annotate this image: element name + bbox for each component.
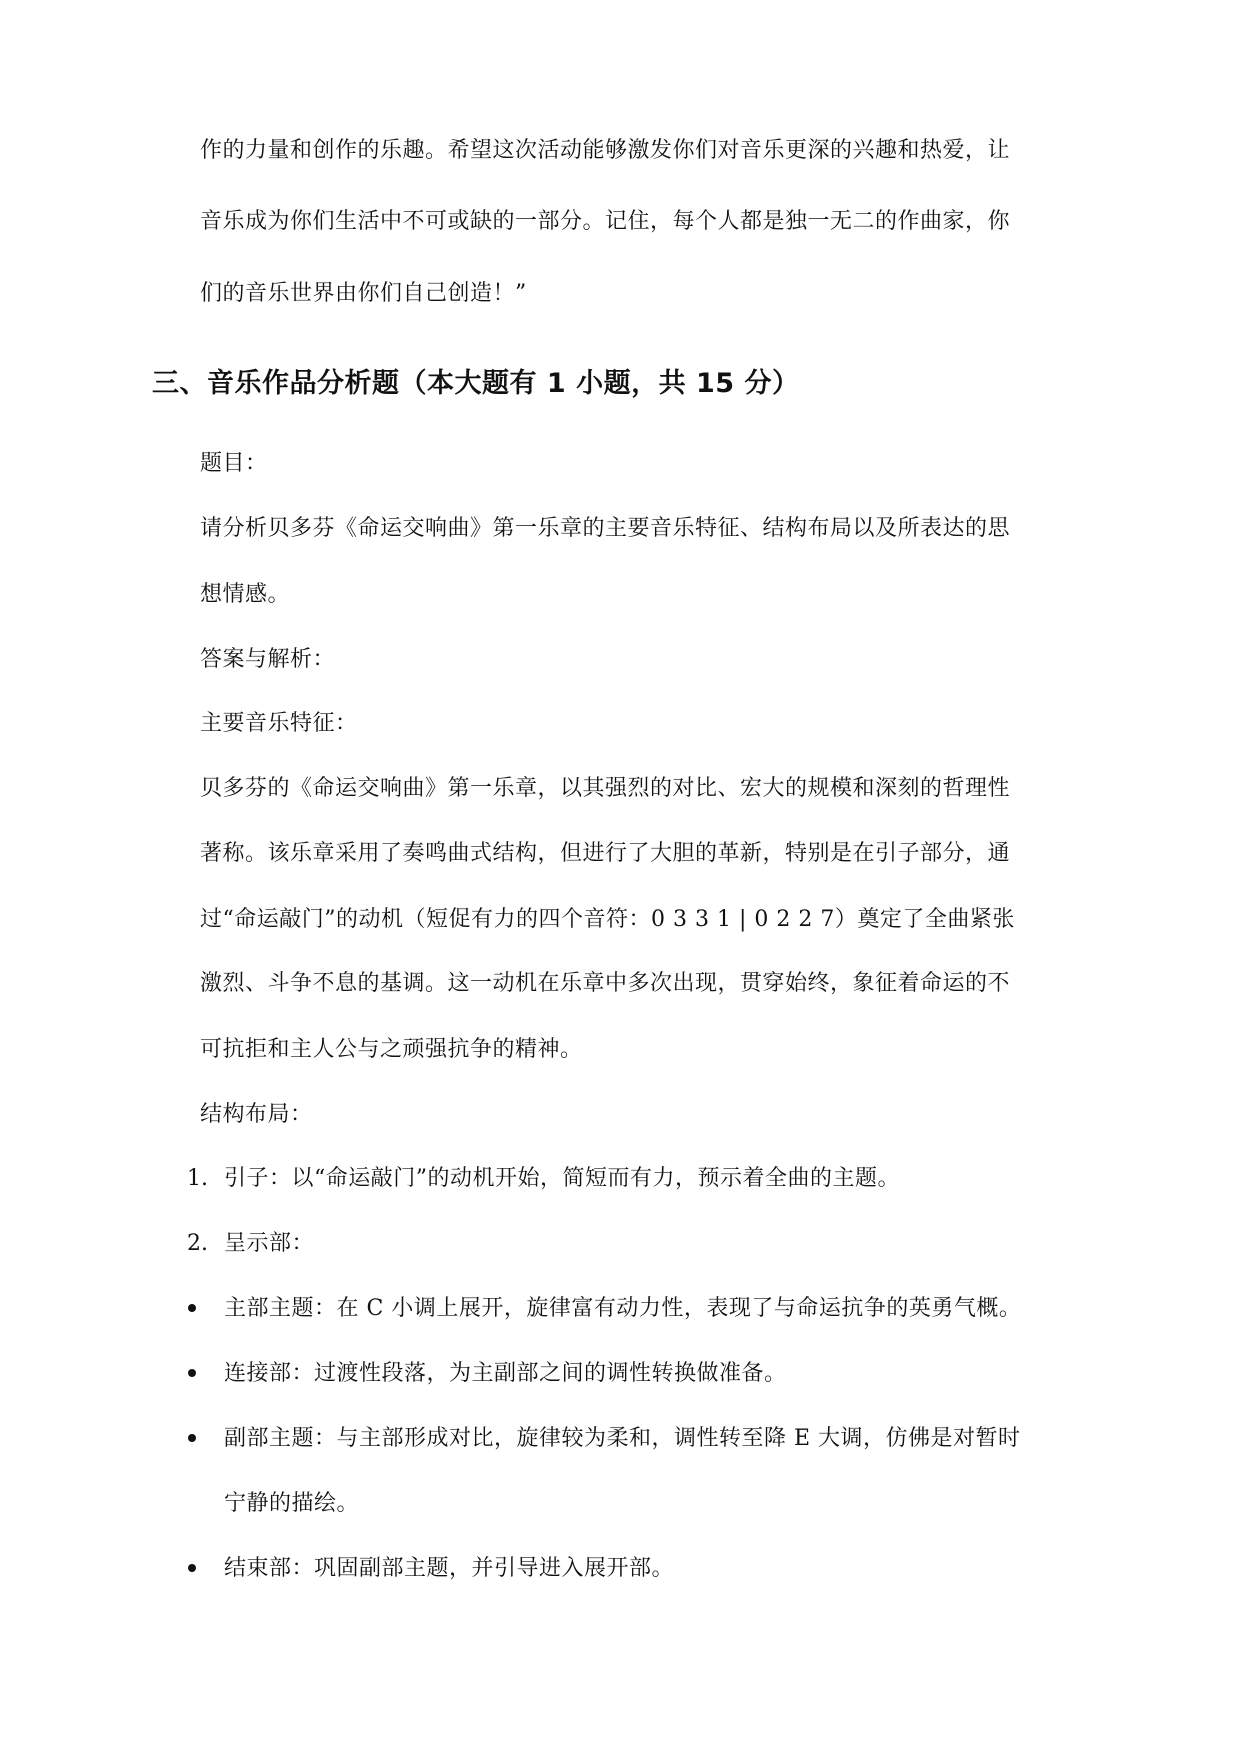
question-line-2: 想情感。 bbox=[200, 582, 291, 607]
features-line-4: 激烈、斗争不息的基调。这一动机在乐章中多次出现，贯穿始终，象征着命运的不 bbox=[200, 971, 1011, 996]
bullet-item-4: 结束部：巩固副部主题，并引导进入展开部。 bbox=[224, 1556, 675, 1581]
bullet-item-3-line-1: 副部主题：与主部形成对比，旋律较为柔和，调性转至降 E 大调，仿佛是对暂时 bbox=[224, 1426, 1021, 1451]
section-heading: 三、音乐作品分析题（本大题有 1 小题，共 15 分） bbox=[152, 368, 800, 399]
intro-line-1: 作的力量和创作的乐趣。希望这次活动能够激发你们对音乐更深的兴趣和热爱，让 bbox=[200, 138, 1011, 163]
features-line-2: 著称。该乐章采用了奏鸣曲式结构，但进行了大胆的革新，特别是在引子部分，通 bbox=[200, 841, 1011, 866]
numbered-marker-1: 1. bbox=[187, 1166, 208, 1191]
bullet-dot bbox=[188, 1434, 196, 1442]
features-label: 主要音乐特征： bbox=[200, 711, 358, 736]
numbered-item-1: 引子：以“命运敲门”的动机开始，简短而有力，预示着全曲的主题。 bbox=[224, 1166, 900, 1191]
bullet-dot bbox=[188, 1564, 196, 1572]
answer-label: 答案与解析： bbox=[200, 647, 336, 672]
features-line-1: 贝多芬的《命运交响曲》第一乐章，以其强烈的对比、宏大的规模和深刻的哲理性 bbox=[200, 776, 1011, 801]
structure-label: 结构布局： bbox=[200, 1102, 313, 1127]
bullet-item-2: 连接部：过渡性段落，为主副部之间的调性转换做准备。 bbox=[224, 1361, 787, 1386]
numbered-marker-2: 2. bbox=[187, 1231, 208, 1256]
features-line-5: 可抗拒和主人公与之顽强抗争的精神。 bbox=[200, 1037, 583, 1062]
question-line-1: 请分析贝多芬《命运交响曲》第一乐章的主要音乐特征、结构布局以及所表达的思 bbox=[200, 516, 1011, 541]
intro-line-3: 们的音乐世界由你们自己创造！” bbox=[200, 281, 527, 306]
question-label: 题目： bbox=[200, 451, 268, 476]
numbered-item-2: 呈示部： bbox=[224, 1231, 315, 1256]
intro-line-2: 音乐成为你们生活中不可或缺的一部分。记住，每个人都是独一无二的作曲家，你 bbox=[200, 209, 1011, 234]
bullet-dot bbox=[188, 1369, 196, 1377]
bullet-item-3-line-2: 宁静的描绘。 bbox=[224, 1491, 360, 1516]
features-line-3: 过“命运敲门”的动机（短促有力的四个音符：0 3 3 1 | 0 2 2 7）奠定了全曲紧张 bbox=[200, 907, 1015, 932]
bullet-item-1: 主部主题：在 C 小调上展开，旋律富有动力性，表现了与命运抗争的英勇气概。 bbox=[224, 1296, 1022, 1321]
bullet-dot bbox=[188, 1304, 196, 1312]
